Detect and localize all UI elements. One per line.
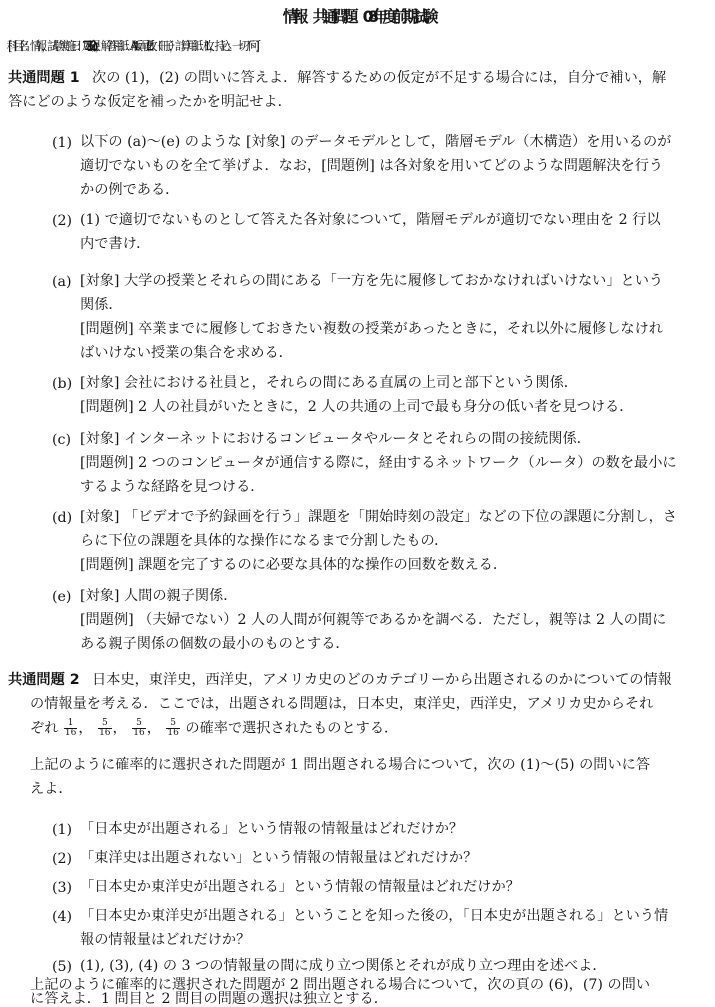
q2-subq-line: 「日本史か東洋史が出題される」ということを知った後の，「日本史が出題される」という情 xyxy=(80,908,669,924)
q1-item-line: [問題例] （夫婦でない）2 人の人間が何親等であるかを調べる．ただし，親等は 2 人の間に xyxy=(80,612,667,628)
q1-subq-number: (2) xyxy=(52,213,73,229)
q2-intro-line: 日本史，東洋史，西洋史，アメリカ史のどのカテゴリーから出題されるのかについての情報 xyxy=(92,672,672,688)
fraction-denominator: 16 xyxy=(133,728,145,738)
q2-subq-number: (5) xyxy=(52,959,73,975)
fraction xyxy=(98,719,111,738)
q1-item-line: ばいけない授業の集合を求める． xyxy=(80,345,293,361)
fraction-denominator: 16 xyxy=(167,728,179,738)
q1-item-line: [対象] 大学の授業とそれらの間にある「一方を先に履修しておかなければいけない」という xyxy=(80,273,664,289)
q1-item-line: [対象] 「ビデオで予約録画を行う」課題を「開始時刻の設定」などの下位の課題に分割し，さ xyxy=(80,509,677,525)
exam-info: [科目名：情報，試験実施日：7 月 25 日 (金) 2 限，解答用紙：A4 版両面 2 枚（冊子），計算用紙：1 枚，持込：一切不可] xyxy=(8,39,254,53)
q1-item-line: するような経路を見つける． xyxy=(80,479,265,495)
fraction xyxy=(166,719,179,738)
q1-item-line: [問題例] 2 つのコンピュータが通信する際に，経由するネットワーク（ルータ）の数を最小に xyxy=(80,455,677,471)
q1-subq-line: 適切でないものを全て挙げよ．なお，[問題例] は各対象を用いてどのような問題解決を行う xyxy=(80,158,664,174)
q2-subq-number: (3) xyxy=(52,880,73,896)
prob-prefix: ぞれ xyxy=(30,720,59,737)
q1-subq-line: かの例である． xyxy=(80,182,180,198)
q1-item-label: (d) xyxy=(52,510,73,526)
fraction-separator: ， xyxy=(112,720,127,737)
q1-subq-line: 内で書け． xyxy=(80,236,151,252)
q2-paragraph-line: に答えよ．1 問目と 2 問目の問題の選択は独立とする． xyxy=(30,991,388,1007)
q1-subq-line: 以下の (a)〜(e) のような [対象] のデータモデルとして，階層モデル（木構造）を用いるのが xyxy=(80,134,672,150)
q2-paragraph-line: 上記のように確率的に選択された問題が 2 問出題される場合について，次の頁の (6)，(7) の問い xyxy=(30,977,651,993)
q2-subq-line: 「日本史が出題される」という情報の情報量はどれだけか？ xyxy=(80,821,464,837)
q2-probability-line xyxy=(30,719,398,738)
q2-subq-line: 「東洋史は出題されない」という情報の情報量はどれだけか？ xyxy=(80,850,478,866)
q2-subq-line: 報の情報量はどれだけか？ xyxy=(80,932,251,948)
q1-item-line: [対象] インターネットにおけるコンピュータやルータとそれらの間の接続関係． xyxy=(80,431,591,447)
q1-item-line: [対象] 人間の親子関係． xyxy=(80,588,238,604)
fraction xyxy=(64,719,77,738)
q1-item-label: (c) xyxy=(52,432,72,448)
fraction-denominator: 16 xyxy=(64,728,77,738)
fraction-numerator: 5 xyxy=(166,719,179,729)
q2-subq-number: (1) xyxy=(52,822,73,838)
fraction-numerator: 5 xyxy=(132,719,145,729)
fraction-separator: ， xyxy=(78,720,93,737)
q1-subq-number: (1) xyxy=(52,135,73,151)
q1-item-line: [問題例] 課題を完了するのに必要な具体的な操作の回数を数える． xyxy=(80,557,508,573)
q1-item-line: [対象] 会社における社員と，それらの間にある直属の上司と部下という関係． xyxy=(80,375,578,391)
prob-suffix: の確率で選択されたものとする． xyxy=(185,720,399,737)
q1-subq-line: (1) で適切でないものとして答えた各対象について，階層モデルが適切でない理由を 2 行以 xyxy=(80,212,661,228)
q2-intro-line: の情報量を考える．ここでは，出題される問題は，日本史，東洋史，西洋史，アメリカ史からそれ xyxy=(30,696,654,712)
q1-item-label: (b) xyxy=(52,376,73,392)
q1-item-line: 関係． xyxy=(80,297,123,313)
q1-item-label: (e) xyxy=(52,589,72,605)
q1-item-line: [問題例] 2 人の社員がいたときに，2 人の共通の上司で最も身分の低い者を見つける． xyxy=(80,399,634,415)
q2-subq-line: (1), (3), (4) の 3 つの情報量の間に成り立つ関係とそれが成り立つ理由を述べよ． xyxy=(80,958,607,974)
q1-item-line: らに下位の課題を具体的な操作になるまで分割したもの． xyxy=(80,533,449,549)
q1-heading: 共通問題 1 xyxy=(8,70,80,86)
q2-subq-number: (4) xyxy=(52,909,73,925)
fraction-numerator: 1 xyxy=(64,719,77,729)
fraction-denominator: 16 xyxy=(99,728,111,738)
page-title: 情報 共通問題 08 年度前期試験 xyxy=(282,7,433,26)
q2-subq-number: (2) xyxy=(52,851,73,867)
q2-subq-line: 「日本史か東洋史が出題される」という情報の情報量はどれだけか？ xyxy=(80,879,520,895)
fraction-separator: ， xyxy=(146,720,161,737)
q2-heading: 共通問題 2 xyxy=(8,672,80,688)
q2-paragraph-line: 上記のように確率的に選択された問題が 1 問出題される場合について，次の (1)〜(5) の問いに答 xyxy=(30,757,651,773)
q1-item-line: ある親子関係の個数の最小のものとする． xyxy=(80,636,350,652)
q2-paragraph-line: えよ． xyxy=(30,781,73,797)
fraction-numerator: 5 xyxy=(98,719,111,729)
fraction xyxy=(132,719,145,738)
q1-item-label: (a) xyxy=(52,274,72,290)
q1-item-line: [問題例] 卒業までに履修しておきたい複数の授業があったときに，それ以外に履修しなけれ xyxy=(80,321,663,337)
q1-intro-line: 答にどのような仮定を補ったかを明記せよ． xyxy=(8,94,292,110)
q1-intro-line: 次の (1)，(2) の問いに答えよ．解答するための仮定が不足する場合には，自分で補い，解 xyxy=(92,70,667,86)
